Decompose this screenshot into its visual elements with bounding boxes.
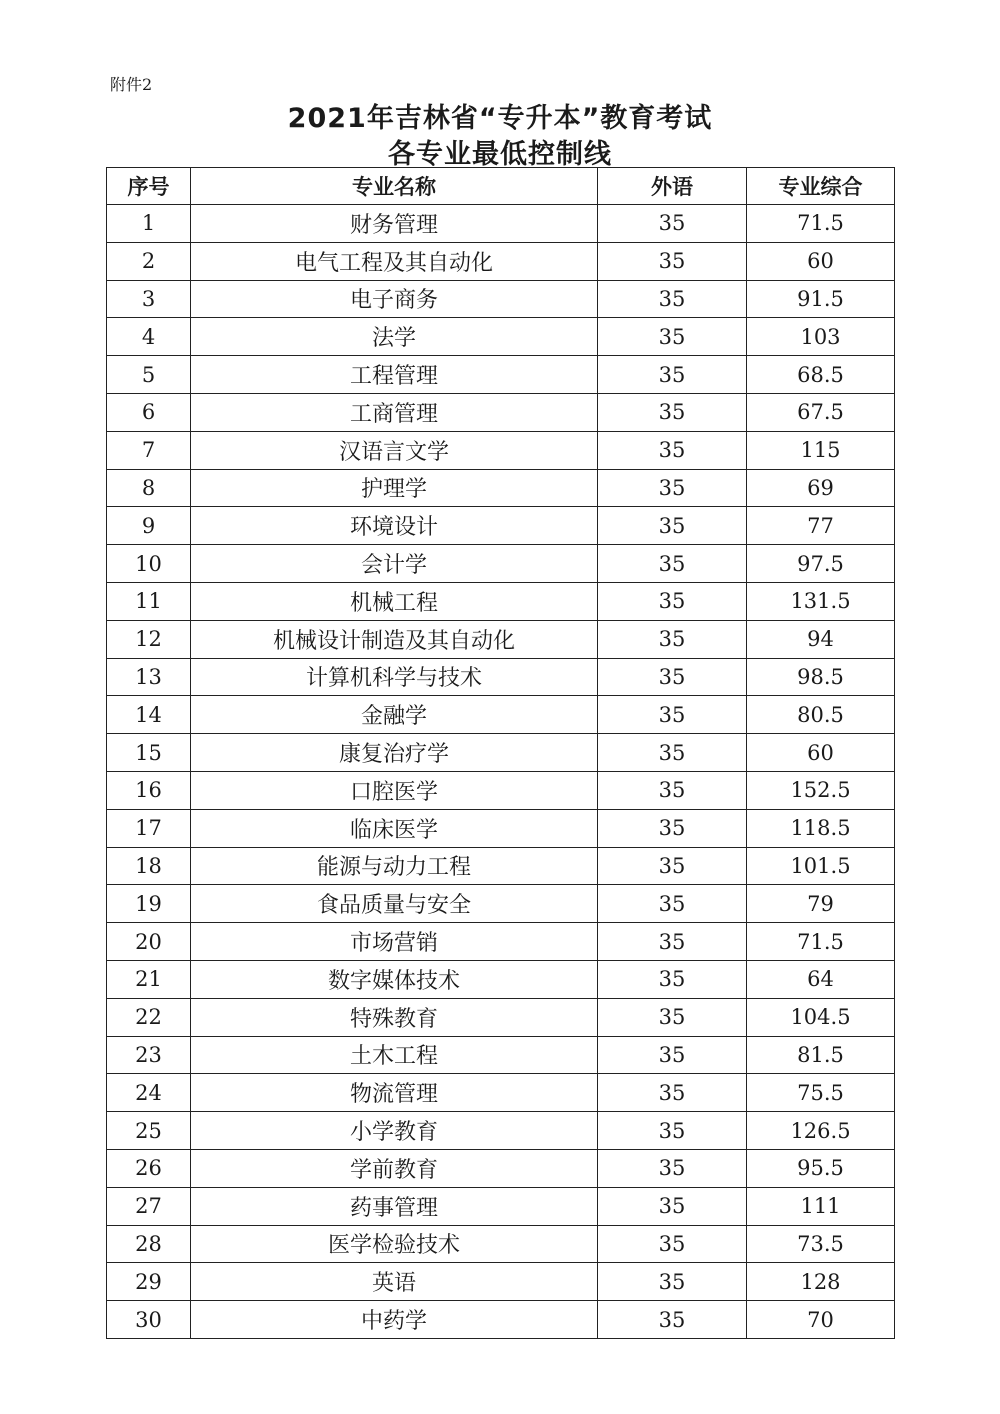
table-row xyxy=(107,1036,895,1074)
cell-index: 9 xyxy=(107,507,191,545)
cell-major-name: 中药学 xyxy=(191,1301,598,1339)
cell-index: 25 xyxy=(107,1112,191,1150)
cell-major-name: 医学检验技术 xyxy=(191,1225,598,1263)
cell-major-name: 电气工程及其自动化 xyxy=(191,242,598,280)
cell-major-comprehensive: 98.5 xyxy=(747,658,895,696)
cell-major-comprehensive: 60 xyxy=(747,242,895,280)
cell-index: 29 xyxy=(107,1263,191,1301)
cell-foreign-language: 35 xyxy=(598,658,747,696)
cell-major-comprehensive: 104.5 xyxy=(747,998,895,1036)
cell-foreign-language: 35 xyxy=(598,1225,747,1263)
header-index: 序号 xyxy=(107,168,191,205)
cell-index: 8 xyxy=(107,469,191,507)
cell-major-comprehensive: 71.5 xyxy=(747,923,895,961)
table-row xyxy=(107,1187,895,1225)
cell-foreign-language: 35 xyxy=(598,1149,747,1187)
cell-foreign-language: 35 xyxy=(598,1036,747,1074)
cell-foreign-language: 35 xyxy=(598,923,747,961)
table-row xyxy=(107,771,895,809)
cell-major-comprehensive: 73.5 xyxy=(747,1225,895,1263)
cell-index: 6 xyxy=(107,393,191,431)
table-row xyxy=(107,507,895,545)
header-foreign-language: 外语 xyxy=(598,168,747,205)
table-row xyxy=(107,318,895,356)
cell-foreign-language: 35 xyxy=(598,620,747,658)
cell-major-name: 土木工程 xyxy=(191,1036,598,1074)
table-row xyxy=(107,923,895,961)
cell-index: 17 xyxy=(107,809,191,847)
cell-index: 23 xyxy=(107,1036,191,1074)
cell-index: 21 xyxy=(107,960,191,998)
cell-index: 26 xyxy=(107,1149,191,1187)
cell-major-comprehensive: 131.5 xyxy=(747,582,895,620)
table-row xyxy=(107,1074,895,1112)
table-row xyxy=(107,1225,895,1263)
table-row xyxy=(107,545,895,583)
cell-index: 16 xyxy=(107,771,191,809)
cell-index: 12 xyxy=(107,620,191,658)
cell-index: 14 xyxy=(107,696,191,734)
cell-index: 10 xyxy=(107,545,191,583)
cell-index: 3 xyxy=(107,280,191,318)
cell-major-comprehensive: 81.5 xyxy=(747,1036,895,1074)
cell-major-name: 电子商务 xyxy=(191,280,598,318)
cell-foreign-language: 35 xyxy=(598,582,747,620)
cell-major-comprehensive: 115 xyxy=(747,431,895,469)
cell-major-name: 机械工程 xyxy=(191,582,598,620)
cell-major-comprehensive: 118.5 xyxy=(747,809,895,847)
cell-foreign-language: 35 xyxy=(598,356,747,394)
cell-major-name: 计算机科学与技术 xyxy=(191,658,598,696)
table-row xyxy=(107,356,895,394)
cell-major-comprehensive: 77 xyxy=(747,507,895,545)
cell-major-name: 特殊教育 xyxy=(191,998,598,1036)
table-row xyxy=(107,960,895,998)
cell-foreign-language: 35 xyxy=(598,393,747,431)
cell-foreign-language: 35 xyxy=(598,809,747,847)
cell-major-name: 财务管理 xyxy=(191,205,598,243)
score-table xyxy=(106,167,895,1339)
cell-index: 18 xyxy=(107,847,191,885)
cell-major-name: 汉语言文学 xyxy=(191,431,598,469)
cell-foreign-language: 35 xyxy=(598,771,747,809)
cell-major-name: 数字媒体技术 xyxy=(191,960,598,998)
cell-foreign-language: 35 xyxy=(598,1187,747,1225)
table-header-row xyxy=(107,168,895,205)
cell-major-name: 英语 xyxy=(191,1263,598,1301)
cell-index: 24 xyxy=(107,1074,191,1112)
cell-major-name: 食品质量与安全 xyxy=(191,885,598,923)
cell-index: 2 xyxy=(107,242,191,280)
cell-foreign-language: 35 xyxy=(598,205,747,243)
cell-major-comprehensive: 71.5 xyxy=(747,205,895,243)
cell-major-name: 法学 xyxy=(191,318,598,356)
table-row xyxy=(107,885,895,923)
cell-major-comprehensive: 80.5 xyxy=(747,696,895,734)
cell-foreign-language: 35 xyxy=(598,696,747,734)
document-title: 2021年吉林省“专升本”教育考试 xyxy=(287,103,713,134)
cell-major-comprehensive: 111 xyxy=(747,1187,895,1225)
cell-index: 7 xyxy=(107,431,191,469)
cell-index: 15 xyxy=(107,734,191,772)
cell-major-comprehensive: 97.5 xyxy=(747,545,895,583)
attachment-label: 附件2 xyxy=(110,75,153,94)
cell-foreign-language: 35 xyxy=(598,545,747,583)
cell-major-comprehensive: 91.5 xyxy=(747,280,895,318)
cell-major-name: 学前教育 xyxy=(191,1149,598,1187)
table-row xyxy=(107,1301,895,1339)
table-row xyxy=(107,696,895,734)
cell-index: 20 xyxy=(107,923,191,961)
cell-major-name: 口腔医学 xyxy=(191,771,598,809)
cell-index: 5 xyxy=(107,356,191,394)
cell-foreign-language: 35 xyxy=(598,734,747,772)
cell-foreign-language: 35 xyxy=(598,1112,747,1150)
cell-major-name: 药事管理 xyxy=(191,1187,598,1225)
cell-foreign-language: 35 xyxy=(598,242,747,280)
cell-major-comprehensive: 94 xyxy=(747,620,895,658)
cell-major-name: 工程管理 xyxy=(191,356,598,394)
header-major-comprehensive: 专业综合 xyxy=(747,168,895,205)
table-row xyxy=(107,431,895,469)
cell-index: 28 xyxy=(107,1225,191,1263)
table-row xyxy=(107,1112,895,1150)
table-row xyxy=(107,469,895,507)
document-subtitle: 各专业最低控制线 xyxy=(388,139,612,170)
cell-major-name: 护理学 xyxy=(191,469,598,507)
cell-index: 11 xyxy=(107,582,191,620)
cell-foreign-language: 35 xyxy=(598,507,747,545)
cell-major-name: 能源与动力工程 xyxy=(191,847,598,885)
cell-major-name: 物流管理 xyxy=(191,1074,598,1112)
cell-index: 27 xyxy=(107,1187,191,1225)
table-row xyxy=(107,280,895,318)
cell-foreign-language: 35 xyxy=(598,960,747,998)
cell-major-comprehensive: 128 xyxy=(747,1263,895,1301)
cell-major-comprehensive: 68.5 xyxy=(747,356,895,394)
cell-index: 19 xyxy=(107,885,191,923)
cell-index: 13 xyxy=(107,658,191,696)
cell-major-comprehensive: 70 xyxy=(747,1301,895,1339)
cell-major-comprehensive: 103 xyxy=(747,318,895,356)
cell-foreign-language: 35 xyxy=(598,469,747,507)
cell-major-comprehensive: 79 xyxy=(747,885,895,923)
cell-major-comprehensive: 101.5 xyxy=(747,847,895,885)
cell-index: 1 xyxy=(107,205,191,243)
cell-major-comprehensive: 75.5 xyxy=(747,1074,895,1112)
table-row xyxy=(107,734,895,772)
table-row xyxy=(107,620,895,658)
cell-major-name: 工商管理 xyxy=(191,393,598,431)
cell-index: 30 xyxy=(107,1301,191,1339)
cell-foreign-language: 35 xyxy=(598,431,747,469)
cell-index: 22 xyxy=(107,998,191,1036)
cell-index: 4 xyxy=(107,318,191,356)
cell-foreign-language: 35 xyxy=(598,1301,747,1339)
table-row xyxy=(107,1263,895,1301)
cell-major-comprehensive: 69 xyxy=(747,469,895,507)
table-row xyxy=(107,582,895,620)
table-row xyxy=(107,242,895,280)
cell-major-comprehensive: 64 xyxy=(747,960,895,998)
table-row xyxy=(107,998,895,1036)
cell-major-comprehensive: 60 xyxy=(747,734,895,772)
table-row xyxy=(107,205,895,243)
cell-major-name: 市场营销 xyxy=(191,923,598,961)
cell-major-name: 康复治疗学 xyxy=(191,734,598,772)
cell-major-name: 机械设计制造及其自动化 xyxy=(191,620,598,658)
cell-foreign-language: 35 xyxy=(598,318,747,356)
cell-major-name: 小学教育 xyxy=(191,1112,598,1150)
cell-major-comprehensive: 67.5 xyxy=(747,393,895,431)
cell-foreign-language: 35 xyxy=(598,998,747,1036)
cell-foreign-language: 35 xyxy=(598,1263,747,1301)
table-row xyxy=(107,658,895,696)
cell-foreign-language: 35 xyxy=(598,1074,747,1112)
cell-major-comprehensive: 95.5 xyxy=(747,1149,895,1187)
cell-foreign-language: 35 xyxy=(598,280,747,318)
cell-major-comprehensive: 152.5 xyxy=(747,771,895,809)
cell-major-comprehensive: 126.5 xyxy=(747,1112,895,1150)
table-row xyxy=(107,393,895,431)
table-row xyxy=(107,1149,895,1187)
cell-foreign-language: 35 xyxy=(598,847,747,885)
header-major-name: 专业名称 xyxy=(191,168,598,205)
table-row xyxy=(107,809,895,847)
cell-foreign-language: 35 xyxy=(598,885,747,923)
cell-major-name: 金融学 xyxy=(191,696,598,734)
cell-major-name: 临床医学 xyxy=(191,809,598,847)
table-body xyxy=(107,205,895,1339)
cell-major-name: 会计学 xyxy=(191,545,598,583)
cell-major-name: 环境设计 xyxy=(191,507,598,545)
table-row xyxy=(107,847,895,885)
